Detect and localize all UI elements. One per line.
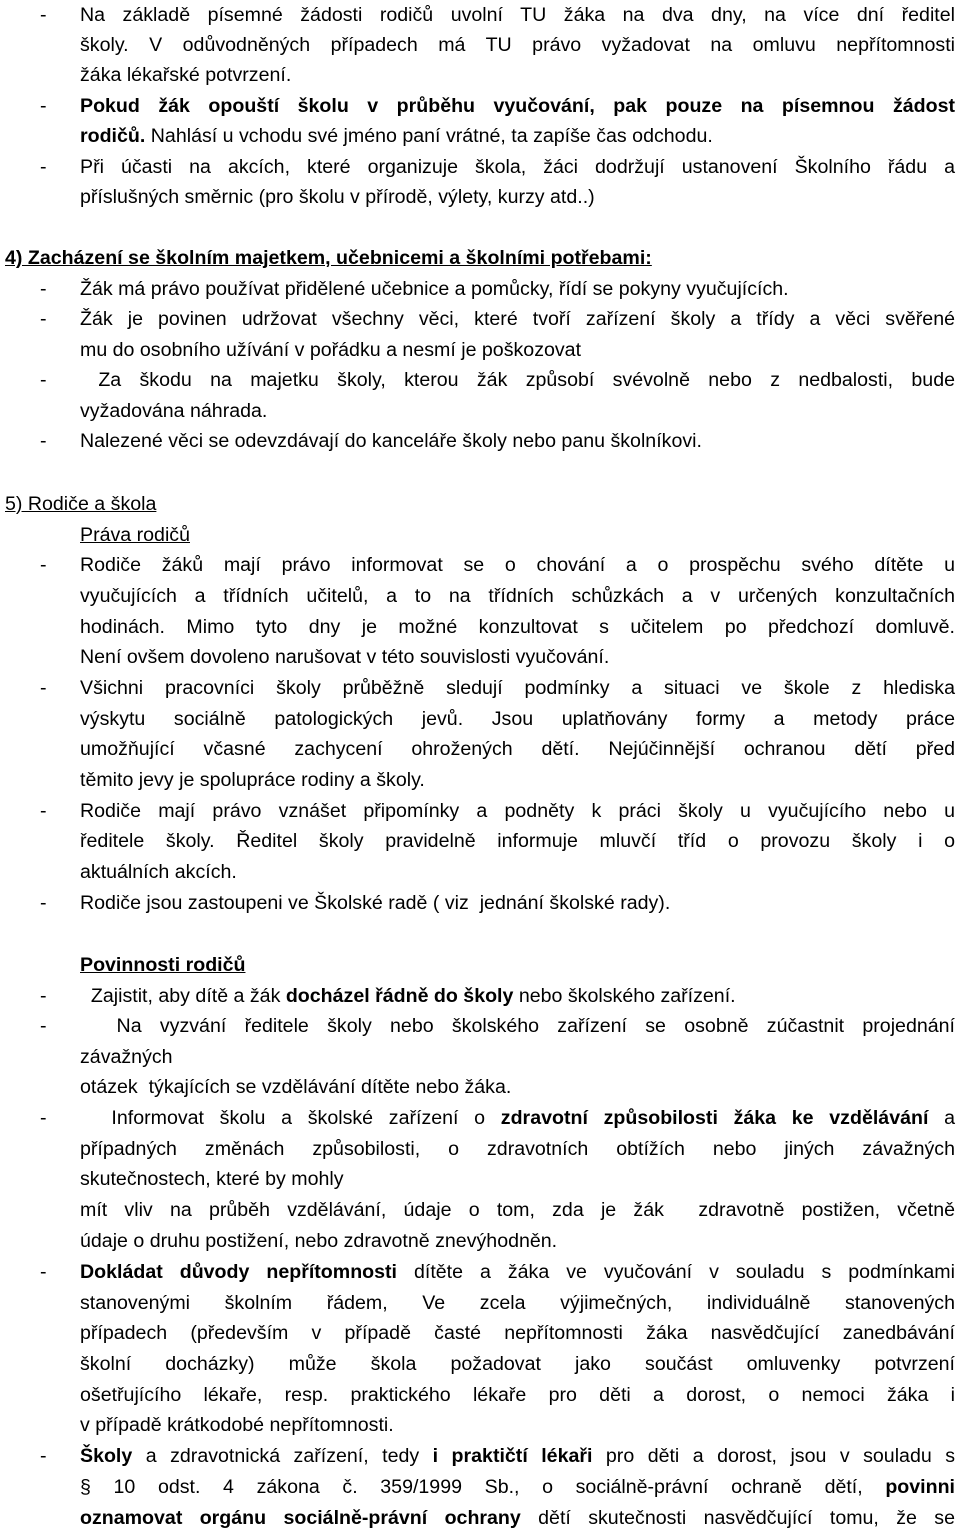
text-line [0, 857, 960, 887]
line-text [80, 765, 955, 795]
line-text [80, 274, 955, 304]
text-run: ošetřujícího lékaře, resp. praktického lékaře pro děti a dorost, o nemoci žáka i [80, 1384, 955, 1406]
text-line [0, 1042, 960, 1072]
list-dash: - [40, 677, 47, 699]
line-text [80, 612, 955, 642]
text-run: docházel řádně do školy [285, 985, 514, 1007]
text-line [0, 30, 960, 60]
text-run: Není ovšem dovoleno narušovat v této souvislosti vyučování. [80, 646, 610, 668]
text-line [0, 335, 960, 365]
text-run: žáka lékařské potvrzení. [80, 64, 292, 86]
list-dash: - [40, 892, 47, 914]
text-line [0, 1195, 960, 1225]
line-text [80, 304, 955, 334]
subsection-heading [0, 520, 960, 550]
list-dash: - [40, 95, 47, 117]
text-line [0, 426, 960, 456]
line-text [80, 1226, 955, 1256]
text-line [0, 365, 960, 395]
text-line [0, 1349, 960, 1379]
text-line [0, 274, 960, 304]
text-run: povinni [885, 1476, 955, 1498]
text-line [0, 1318, 960, 1348]
line-text [80, 152, 955, 182]
text-run: skutečnostech, které by mohly [80, 1168, 344, 1190]
text-run: stanovenými školním řádem, Ve zcela výjimečných, individuálně stanovených [80, 1292, 955, 1314]
line-text [80, 121, 955, 151]
text-run: aktuálních akcích. [80, 861, 237, 883]
list-dash: - [40, 1445, 47, 1467]
text-line [0, 0, 960, 30]
line-text [80, 950, 955, 980]
line-text [80, 1134, 955, 1164]
list-dash: - [40, 278, 47, 300]
line-text [80, 1042, 955, 1072]
text-run: Pokud žák opouští školu v průběhu vyučování, pak pouze na písemnou žádost [80, 95, 955, 117]
line-text [80, 335, 955, 365]
text-run: nebo školského zařízení. [513, 985, 736, 1007]
list-dash: - [40, 1015, 47, 1037]
text-line [0, 182, 960, 212]
text-run: školní docházky) může škola požadovat jako součást omluvenky potvrzení [80, 1353, 955, 1375]
section-heading [0, 243, 960, 273]
text-run: výskytu sociálně patologických jevů. Jsou uplatňovány formy a metody práce [80, 708, 955, 730]
line-text [80, 734, 955, 764]
text-run: 5) Rodiče a škola [5, 493, 157, 515]
line-text [80, 796, 955, 826]
list-dash: - [40, 1261, 47, 1283]
text-line [0, 1257, 960, 1287]
line-text [80, 182, 955, 212]
text-run: případech (především v případě časté nepřítomnosti žáka nasvědčující zanedbávání [80, 1322, 955, 1344]
text-line [0, 1103, 960, 1133]
line-text [80, 1318, 955, 1348]
text-run: umožňující včasné zachycení ohrožených dětí. Nejúčinnější ochranou dětí před [80, 738, 955, 760]
text-run: Nahlásí u vchodu své jméno paní vrátné, ta zapíše čas odchodu. [145, 125, 713, 147]
text-run: Rodiče mají právo vznášet připomínky a podněty k práci školy u vyučujícího nebo u [80, 800, 955, 822]
text-run: § 10 odst. 4 zákona č. 359/1999 Sb., o sociálně-právní ochraně dětí, [80, 1476, 886, 1498]
line-text [80, 0, 955, 30]
text-run: příslušných směrnic (pro školu v přírodě, výlety, kurzy atd..) [80, 186, 595, 208]
text-line [0, 396, 960, 426]
line-text [80, 1103, 955, 1133]
list-dash: - [40, 369, 47, 391]
text-run: těmito jevy je spolupráce rodiny a školy. [80, 769, 425, 791]
line-text [80, 396, 955, 426]
text-run: závažných [80, 1046, 173, 1068]
text-line [0, 304, 960, 334]
line-text [80, 826, 955, 856]
text-run: mít vliv na průběh vzdělávání, údaje o tom, zda je žák zdravotně postižen, včetně [80, 1199, 955, 1221]
list-dash: - [40, 800, 47, 822]
line-text [80, 642, 955, 672]
line-text [5, 243, 955, 273]
text-line [0, 1380, 960, 1410]
text-run: případných změnách způsobilosti, o zdravotních obtížích nebo jiných závažných [80, 1138, 955, 1160]
line-text [80, 1410, 955, 1440]
text-line [0, 888, 960, 918]
text-run: Žák je povinen udržovat všechny věci, které tvoří zařízení školy a třídy a věci svěřené [80, 308, 955, 330]
line-text [80, 581, 955, 611]
text-line [0, 152, 960, 182]
line-text [80, 888, 955, 918]
text-line [0, 1072, 960, 1102]
text-run: Všichni pracovníci školy průběžně sledují podmínky a situaci ve škole z hlediska [80, 677, 955, 699]
line-text [80, 520, 955, 550]
text-run: Zajistit, aby dítě a žák [80, 985, 286, 1007]
text-line [0, 796, 960, 826]
text-line [0, 91, 960, 121]
list-dash: - [40, 4, 47, 26]
line-text [80, 704, 955, 734]
text-line [0, 121, 960, 151]
text-run: dětí skutečnosti nasvědčující tomu, že se [520, 1507, 955, 1529]
text-line [0, 550, 960, 580]
line-text [80, 1380, 955, 1410]
text-run: vyžadována náhrada. [80, 400, 268, 422]
text-line [0, 673, 960, 703]
text-line [0, 1134, 960, 1164]
line-text [80, 1072, 955, 1102]
text-run: dítěte a žáka ve vyučování v souladu s podmínkami [397, 1261, 955, 1283]
text-line [0, 642, 960, 672]
line-text [80, 426, 955, 456]
text-run: a zdravotnická zařízení, tedy [132, 1445, 433, 1467]
text-run: otázek týkajících se vzdělávání dítěte nebo žáka. [80, 1076, 512, 1098]
list-dash: - [40, 554, 47, 576]
line-text [80, 91, 955, 121]
line-text [80, 1441, 955, 1471]
line-text [80, 1011, 955, 1041]
text-run: údaje o druhu postižení, nebo zdravotně znevýhodněn. [80, 1230, 558, 1252]
text-run: Školy [80, 1445, 133, 1467]
line-text [80, 365, 955, 395]
line-text [80, 1503, 955, 1533]
text-line [0, 1011, 960, 1041]
list-dash: - [40, 1107, 47, 1129]
text-run: rodičů. [80, 125, 146, 147]
section-heading [0, 489, 960, 519]
text-run: zdravotní způsobilosti žáka ke vzdělávání [500, 1107, 929, 1129]
text-run: oznamovat orgánu sociálně-právní ochrany [80, 1507, 521, 1529]
text-line [0, 1441, 960, 1471]
text-run: Na základě písemné žádosti rodičů uvolní TU žáka na dva dny, na více dní ředitel [80, 4, 955, 26]
text-run: vyučujících a třídních učitelů, a to na třídních schůzkách a v určených konzultačních [80, 585, 955, 607]
list-dash: - [40, 985, 47, 1007]
text-run: mu do osobního užívání v pořádku a nesmí je poškozovat [80, 339, 582, 361]
line-text [80, 1164, 955, 1194]
line-text [80, 673, 955, 703]
text-run: Informovat školu a školské zařízení o [80, 1107, 501, 1129]
line-text [80, 1195, 955, 1225]
text-run: pro děti a dorost, jsou v souladu s [592, 1445, 956, 1467]
list-dash: - [40, 156, 47, 178]
text-line [0, 765, 960, 795]
text-run: Za škodu na majetku školy, kterou žák způsobí svévolně nebo z nedbalosti, bude [80, 369, 955, 391]
text-line [0, 612, 960, 642]
text-line [0, 60, 960, 90]
text-run: ředitele školy. Ředitel školy pravidelně informuje mluvčí tříd o provozu školy i o [80, 830, 955, 852]
line-text [80, 550, 955, 580]
text-line [0, 981, 960, 1011]
text-run: Rodiče jsou zastoupeni ve Školské radě ( viz jednání školské rady). [80, 892, 671, 914]
text-line [0, 826, 960, 856]
text-line [0, 1288, 960, 1318]
subsection-heading [0, 950, 960, 980]
line-text [80, 60, 955, 90]
list-dash: - [40, 430, 47, 452]
text-run: 4) Zacházení se školním majetkem, učebnicemi a školními potřebami: [5, 247, 652, 269]
text-line [0, 734, 960, 764]
line-text [5, 489, 955, 519]
text-line [0, 1164, 960, 1194]
line-text [80, 1257, 955, 1287]
list-dash: - [40, 308, 47, 330]
text-run: a [928, 1107, 956, 1129]
line-text [80, 1349, 955, 1379]
text-run: Při účasti na akcích, které organizuje škola, žáci dodržují ustanovení Školního řádu a [80, 156, 955, 178]
line-text [80, 1288, 955, 1318]
text-run: Na vyzvání ředitele školy nebo školského zařízení se osobně zúčastnit projednání [80, 1015, 955, 1037]
line-text [80, 981, 955, 1011]
text-line [0, 1503, 960, 1533]
text-run: i praktičtí lékaři [432, 1445, 593, 1467]
text-run: Dokládat důvody nepřítomnosti [80, 1261, 397, 1283]
text-line [0, 704, 960, 734]
text-line [0, 1226, 960, 1256]
text-run: Nalezené věci se odevzdávají do kanceláře školy nebo panu školníkovi. [80, 430, 702, 452]
text-run: Práva rodičů [80, 524, 190, 546]
text-run: Žák má právo používat přidělené učebnice a pomůcky, řídí se pokyny vyučujících. [80, 278, 789, 300]
text-run: Rodiče žáků mají právo informovat se o chování a o prospěchu svého dítěte u [80, 554, 955, 576]
line-text [80, 857, 955, 887]
text-line [0, 1410, 960, 1440]
text-run: školy. V odůvodněných případech má TU právo vyžadovat na omluvu nepřítomnosti [80, 34, 955, 56]
text-run: v případě krátkodobé nepřítomnosti. [80, 1414, 394, 1436]
line-text [80, 1472, 955, 1502]
text-line [0, 581, 960, 611]
text-run: hodinách. Mimo tyto dny je možné konzultovat s učitelem po předchozí domluvě. [80, 616, 955, 638]
text-line [0, 1472, 960, 1502]
line-text [80, 30, 955, 60]
text-run: Povinnosti rodičů [80, 954, 246, 976]
